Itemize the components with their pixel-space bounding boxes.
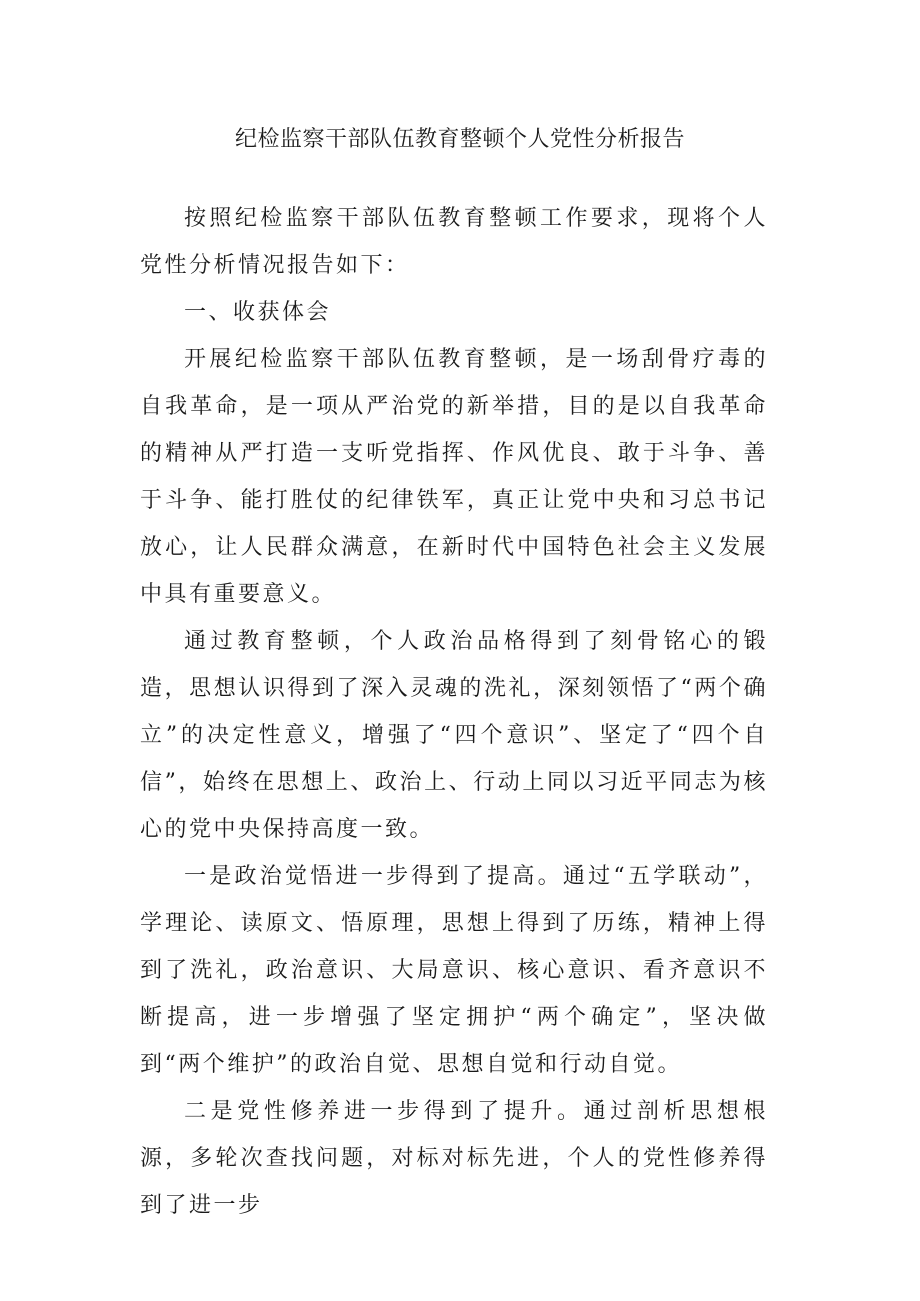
paragraph-intro: 按照纪检监察干部队伍教育整顿工作要求，现将个人党性分析情况报告如下： [140,206,768,278]
paragraph-significance: 开展纪检监察干部队伍教育整顿，是一场刮骨疗毒的自我革命，是一项从严治党的新举措，目的是以自我革命的精神从严打造一支听党指挥、作风优良、敢于斗争、善于斗争、能打胜仗的纪律铁军，真正让党中央和习总书记放心，让人民群众满意，在新时代中国特色社会主义发展中具有重要意义。 [140,347,768,607]
section-heading-gains: 一、收获体会 [184,300,332,325]
paragraph-education-results: 通过教育整顿，个人政治品格得到了刻骨铭心的锻造，思想认识得到了深入灵魂的洗礼，深刻领悟了“两个确立”的决定性意义，增强了“四个意识”、坚定了“四个自信”，始终在思想上、政治上、行动上同以习近平同志为核心的党中央保持高度一致。 [140,629,768,842]
document-title: 纪检监察干部队伍教育整顿个人党性分析报告 [234,127,685,152]
document-body [140,195,768,1229]
paragraph-political-awareness: 一是政治觉悟进一步得到了提高。通过“五学联动”，学理论、读原文、悟原理，思想上得到了历练，精神上得到了洗礼，政治意识、大局意识、核心意识、看齐意识不断提高，进一步增强了坚定拥护“两个确定”，坚决做到“两个维护”的政治自觉、思想自觉和行动自觉。 [140,864,768,1077]
paragraph-party-cultivation: 二是党性修养进一步得到了提升。通过剖析思想根源，多轮次查找问题，对标对标先进，个人的党性修养得到了进一步 [140,1099,768,1218]
